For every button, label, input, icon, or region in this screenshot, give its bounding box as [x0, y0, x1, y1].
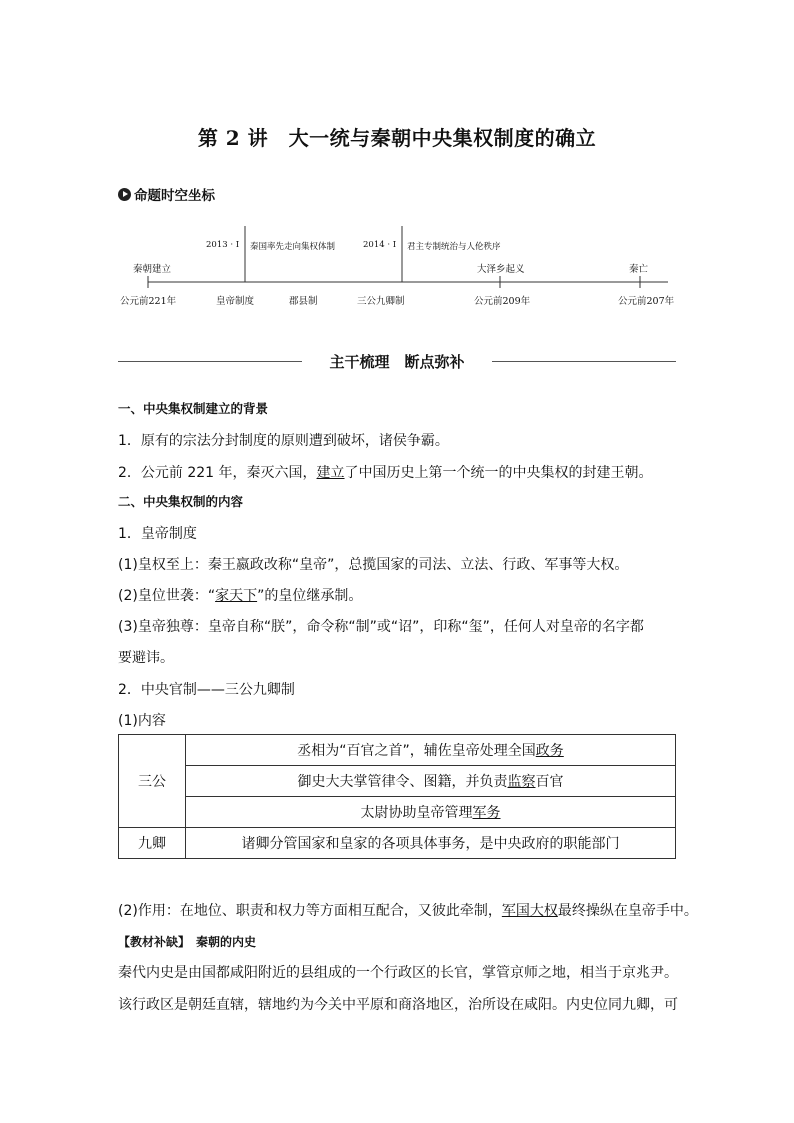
divider-line-right	[492, 361, 676, 362]
divider-title: 主干梳理 断点弥补	[329, 353, 465, 371]
part2-sub2: 2．中央官制——三公九卿制	[118, 682, 295, 698]
table-cell-row4: 诸卿分管国家和皇家的各项具体事务，是中央政府的职能部门	[186, 828, 676, 859]
timeline-label-sangong: 三公九卿制	[357, 296, 405, 307]
effect-post: 最终操纵在皇帝手中。	[557, 903, 698, 919]
row3-underline: 军务	[472, 805, 501, 821]
supplement-line1: 秦代内史是由国都咸阳附近的县组成的一个行政区的长官，掌管京师之地，相当于京兆尹。	[118, 965, 678, 981]
effect-pre: (2)作用：在地位、职责和权力等方面相互配合，又彼此牵制，	[118, 903, 502, 919]
part1-item2-underline: 建立	[316, 465, 345, 481]
timeline-label-209bc: 公元前209年	[474, 296, 531, 307]
part1-item1: 1．原有的宗法分封制度的原则遭到破坏，诸侯争霸。	[118, 433, 449, 449]
part1-heading: 一、中央集权制建立的背景	[118, 401, 269, 416]
row1-underline: 政务	[535, 743, 564, 759]
part2-s3-line1: (3)皇帝独尊：皇帝自称“朕”，命令称“制”或“诏”，印称“玺”，任何人对皇帝的名字都	[118, 619, 644, 635]
exam-year-2014: 2014 · Ⅰ	[363, 240, 397, 250]
effect-underline: 军国大权	[501, 903, 558, 919]
part2-sub1: 1．皇帝制度	[118, 526, 197, 542]
table-cell-sangong: 三公	[119, 735, 186, 828]
part2-s3-line2: 要避讳。	[118, 650, 174, 666]
timeline-label-qin-fall: 秦亡	[629, 264, 649, 275]
part1-item2-pre: 2．公元前 221 年，秦灭六国，	[118, 465, 317, 481]
timeline-label-221bc: 公元前221年	[120, 296, 177, 307]
part1-item2-post: 了中国历史上第一个统一的中央集权的封建王朝。	[344, 465, 653, 481]
table-row	[119, 797, 676, 828]
effect-text	[118, 900, 698, 920]
timeline-diagram	[0, 0, 794, 330]
part2-s2-pre: (2)皇位世袭：“	[118, 588, 216, 604]
timeline-label-207bc: 公元前207年	[618, 296, 675, 307]
table-cell-row1	[186, 735, 676, 766]
timeline-label-commandery: 郡县制	[289, 296, 318, 307]
part2-content-label: (1)内容	[118, 713, 166, 729]
exam-topic-2013: 秦国率先走向集权体制	[250, 242, 336, 252]
supplement-line2: 该行政区是朝廷直辖，辖地约为今关中平原和商洛地区，治所设在咸阳。内史位同九卿，可	[118, 997, 678, 1013]
row2-underline: 监察	[507, 774, 536, 790]
timeline-label-emperor-system: 皇帝制度	[216, 296, 255, 307]
row3-text: 太尉协助皇帝管理	[360, 805, 473, 821]
part2-heading: 二、中央集权制的内容	[118, 494, 244, 509]
timeline-heading-text: 命题时空坐标	[134, 188, 215, 204]
part2-s2	[118, 585, 362, 605]
officials-table	[118, 734, 676, 859]
part2-s2-post: ”的皇位继承制。	[257, 588, 363, 604]
table-row	[119, 766, 676, 797]
table-row	[119, 828, 676, 859]
page-title: 第 2 讲 大一统与秦朝中央集权制度的确立	[197, 126, 597, 150]
timeline-label-qin-founded: 秦朝建立	[133, 264, 172, 275]
row2-post: 百官	[535, 774, 564, 790]
table-cell-jiuqing: 九卿	[119, 828, 186, 859]
row2-text: 御史大夫掌管律令、图籍，并负责	[297, 774, 508, 790]
timeline-label-dazexiang: 大泽乡起义	[477, 264, 525, 275]
row1-text: 丞相为“百官之首”，辅佐皇帝处理全国	[297, 743, 536, 759]
part2-s2-underline: 家天下	[215, 588, 258, 604]
part1-item2	[118, 462, 653, 482]
table-cell-row3	[186, 797, 676, 828]
exam-year-2013: 2013 · Ⅰ	[206, 240, 240, 250]
exam-topic-2014: 君主专制统治与人伦秩序	[407, 242, 501, 252]
table-cell-row2	[186, 766, 676, 797]
part2-s1: (1)皇权至上：秦王嬴政改称“皇帝”，总揽国家的司法、立法、行政、军事等大权。	[118, 557, 629, 573]
table-row	[119, 735, 676, 766]
supplement-label: 【教材补缺】 秦朝的内史	[118, 935, 257, 949]
